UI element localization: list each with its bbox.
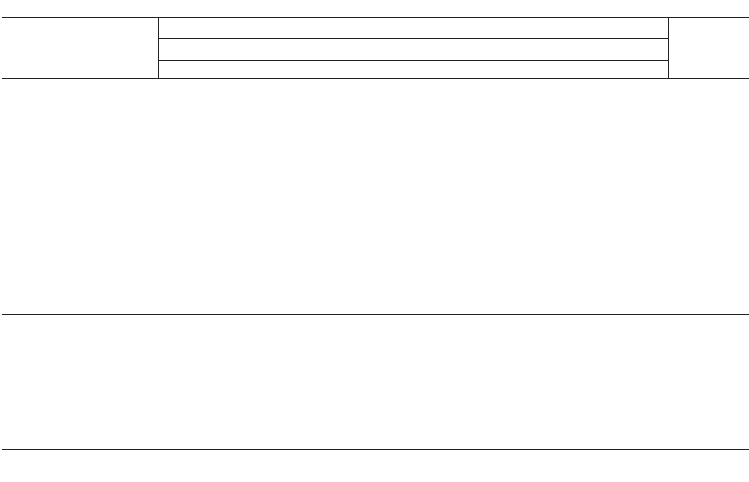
table-top-border (2, 17, 749, 18)
header-left-divider (158, 17, 159, 79)
table-bottom-border (2, 449, 749, 450)
section-divider (2, 314, 749, 315)
sieve-title-underline (158, 38, 669, 39)
header-bottom-border (2, 78, 749, 79)
header-right-divider (668, 17, 669, 79)
sizes-underline (158, 60, 669, 61)
